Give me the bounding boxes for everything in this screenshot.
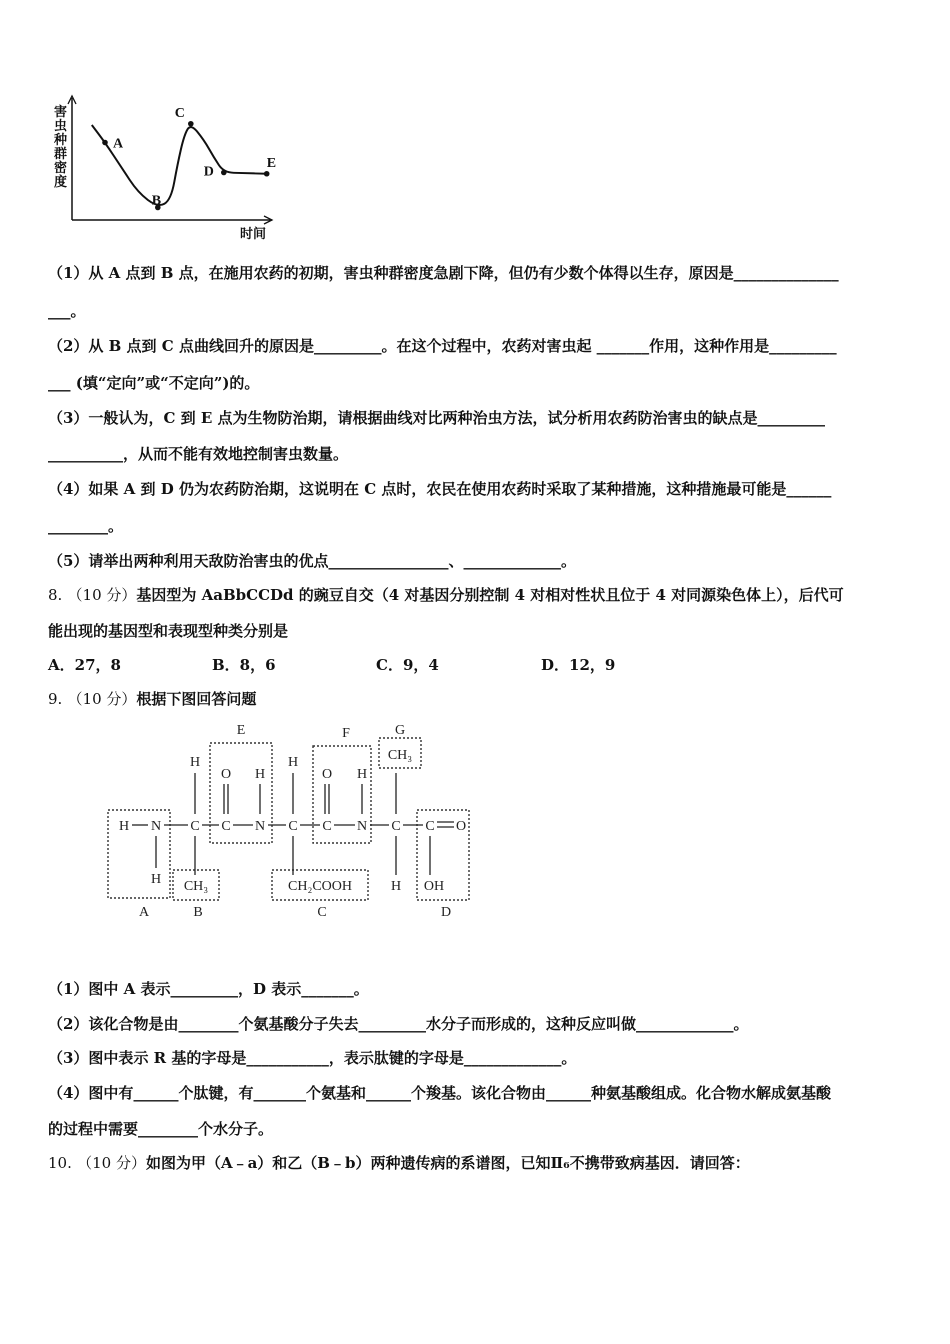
q9-score: （10 分） — [67, 690, 137, 708]
q7-item1-line1: （1）从 A 点到 B 点，在施用农药的初期，害虫种群密度急剧下降，但仍有少数个体得以生存，原因是______________ — [48, 264, 839, 282]
q8-score: （10 分） — [67, 586, 137, 604]
q8-option-d: D．12，9 — [541, 656, 616, 674]
atom-h-top4: H — [356, 767, 368, 782]
label-c: C — [317, 905, 327, 920]
q9-item4-line2: 的过程中需要________个水分子。 — [48, 1120, 274, 1138]
pest-density-chart — [40, 92, 280, 242]
q9-stem — [48, 688, 256, 709]
atom-h-top1: H — [189, 755, 201, 770]
q8-option-b: B．8，6 — [212, 656, 276, 674]
q9-number: 9. — [48, 690, 63, 708]
q10-number: 10. — [48, 1154, 72, 1172]
group-ch3-top: CH₃ — [387, 748, 413, 763]
point-e — [264, 171, 270, 177]
q8-option-a: A．27，8 — [48, 656, 121, 674]
q8-option-c: C．9，4 — [376, 656, 439, 674]
label-e: E — [236, 723, 246, 738]
q8-stem-a: 基因型为 AaBbCCDd 的豌豆自交（4 对基因分别控制 4 对相对性状且位于 4 对同源染色体上），后代可 — [136, 586, 844, 604]
q7-item1-line2: ___。 — [48, 302, 86, 320]
point-label-b: B — [151, 193, 162, 209]
atom-h-top2: H — [254, 767, 266, 782]
atom-h-left: H — [118, 819, 130, 834]
q9-item1: （1）图中 A 表示_________，D 表示_______。 — [48, 980, 369, 998]
atom-c4: C — [322, 819, 332, 834]
group-ch2cooh: CH₂COOH — [288, 879, 352, 894]
group-ch3-bottom: CH₃ — [183, 879, 209, 894]
atom-h-top3: H — [287, 755, 299, 770]
q7-item5: （5）请举出两种利用天敌防治害虫的优点________________、_____________。 — [48, 552, 576, 570]
label-d: D — [440, 905, 452, 920]
atom-c1: C — [190, 819, 200, 834]
y-axis-label: 害虫种群密度 — [54, 104, 68, 189]
atom-n3: N — [356, 819, 368, 834]
q7-item3-line1: （3）一般认为，C 到 E 点为生物防治期，请根据曲线对比两种治虫方法，试分析用农药防治害虫的缺点是_________ — [48, 409, 825, 427]
atom-o-end: O — [455, 819, 467, 834]
atom-n2: N — [254, 819, 266, 834]
atom-c2: C — [221, 819, 231, 834]
point-label-c: C — [174, 105, 185, 121]
point-label-d: D — [203, 164, 214, 180]
q10-stem-text: 如图为甲（A﹣a）和乙（B﹣b）两种遗传病的系谱图，已知Ⅱ₆不携带致病基因．请回答： — [145, 1154, 750, 1172]
label-g: G — [394, 723, 406, 738]
q7-item4-line2: ________。 — [48, 517, 124, 535]
group-oh: OH — [423, 879, 445, 894]
atom-c6: C — [425, 819, 435, 834]
atom-o-top2: O — [321, 767, 333, 782]
atom-h-bottom-n: H — [150, 872, 162, 887]
q8-number: 8. — [48, 586, 63, 604]
q10-score: （10 分） — [77, 1154, 146, 1172]
atom-o-top1: O — [220, 767, 232, 782]
q8-stem-line2: 能出现的基因型和表现型种类分别是 — [48, 622, 289, 640]
q10-stem — [48, 1152, 750, 1173]
q7-item3-line2: __________，从而不能有效地控制害虫数量。 — [48, 445, 349, 463]
q7-item2-line1: （2）从 B 点到 C 点曲线回升的原因是_________。在这个过程中，农药对害虫起 _______作用，这种作用是_________ — [48, 337, 837, 355]
label-f: F — [342, 726, 350, 741]
q9-item2: （2）该化合物是由________个氨基酸分子失去_________水分子而形成的，这种反应叫做_____________。 — [48, 1015, 749, 1033]
atom-c5: C — [391, 819, 401, 834]
point-c — [188, 121, 194, 127]
point-a — [102, 140, 108, 146]
x-axis-label: 时间 — [240, 226, 267, 241]
label-a: A — [138, 905, 150, 920]
q9-item3: （3）图中表示 R 基的字母是___________，表示肽键的字母是_____________。 — [48, 1049, 577, 1067]
chart-svg — [40, 92, 280, 242]
atom-h-bottom: H — [390, 879, 402, 894]
q7-item2-line2: ___ (填“定向”或“不定向”)的。 — [48, 374, 260, 392]
point-d — [221, 170, 227, 176]
atom-n1: N — [150, 819, 162, 834]
q9-item4-line1: （4）图中有______个肽键，有_______个氨基和______个羧基。该化合物由______种氨基酸组成。化合物水解成氨基酸 — [48, 1084, 831, 1102]
label-b: B — [193, 905, 203, 920]
peptide-structure-figure — [100, 718, 490, 928]
q9-stem-text: 根据下图回答问题 — [136, 690, 257, 708]
q8-stem-line1 — [48, 584, 844, 605]
peptide-svg — [100, 718, 490, 928]
point-label-e: E — [266, 155, 277, 171]
q7-item4-line1: （4）如果 A 到 D 仍为农药防治期，这说明在 C 点时，农民在使用农药时采取了某种措施，这种措施最可能是______ — [48, 480, 832, 498]
point-label-a: A — [113, 136, 124, 152]
atom-c3: C — [288, 819, 298, 834]
